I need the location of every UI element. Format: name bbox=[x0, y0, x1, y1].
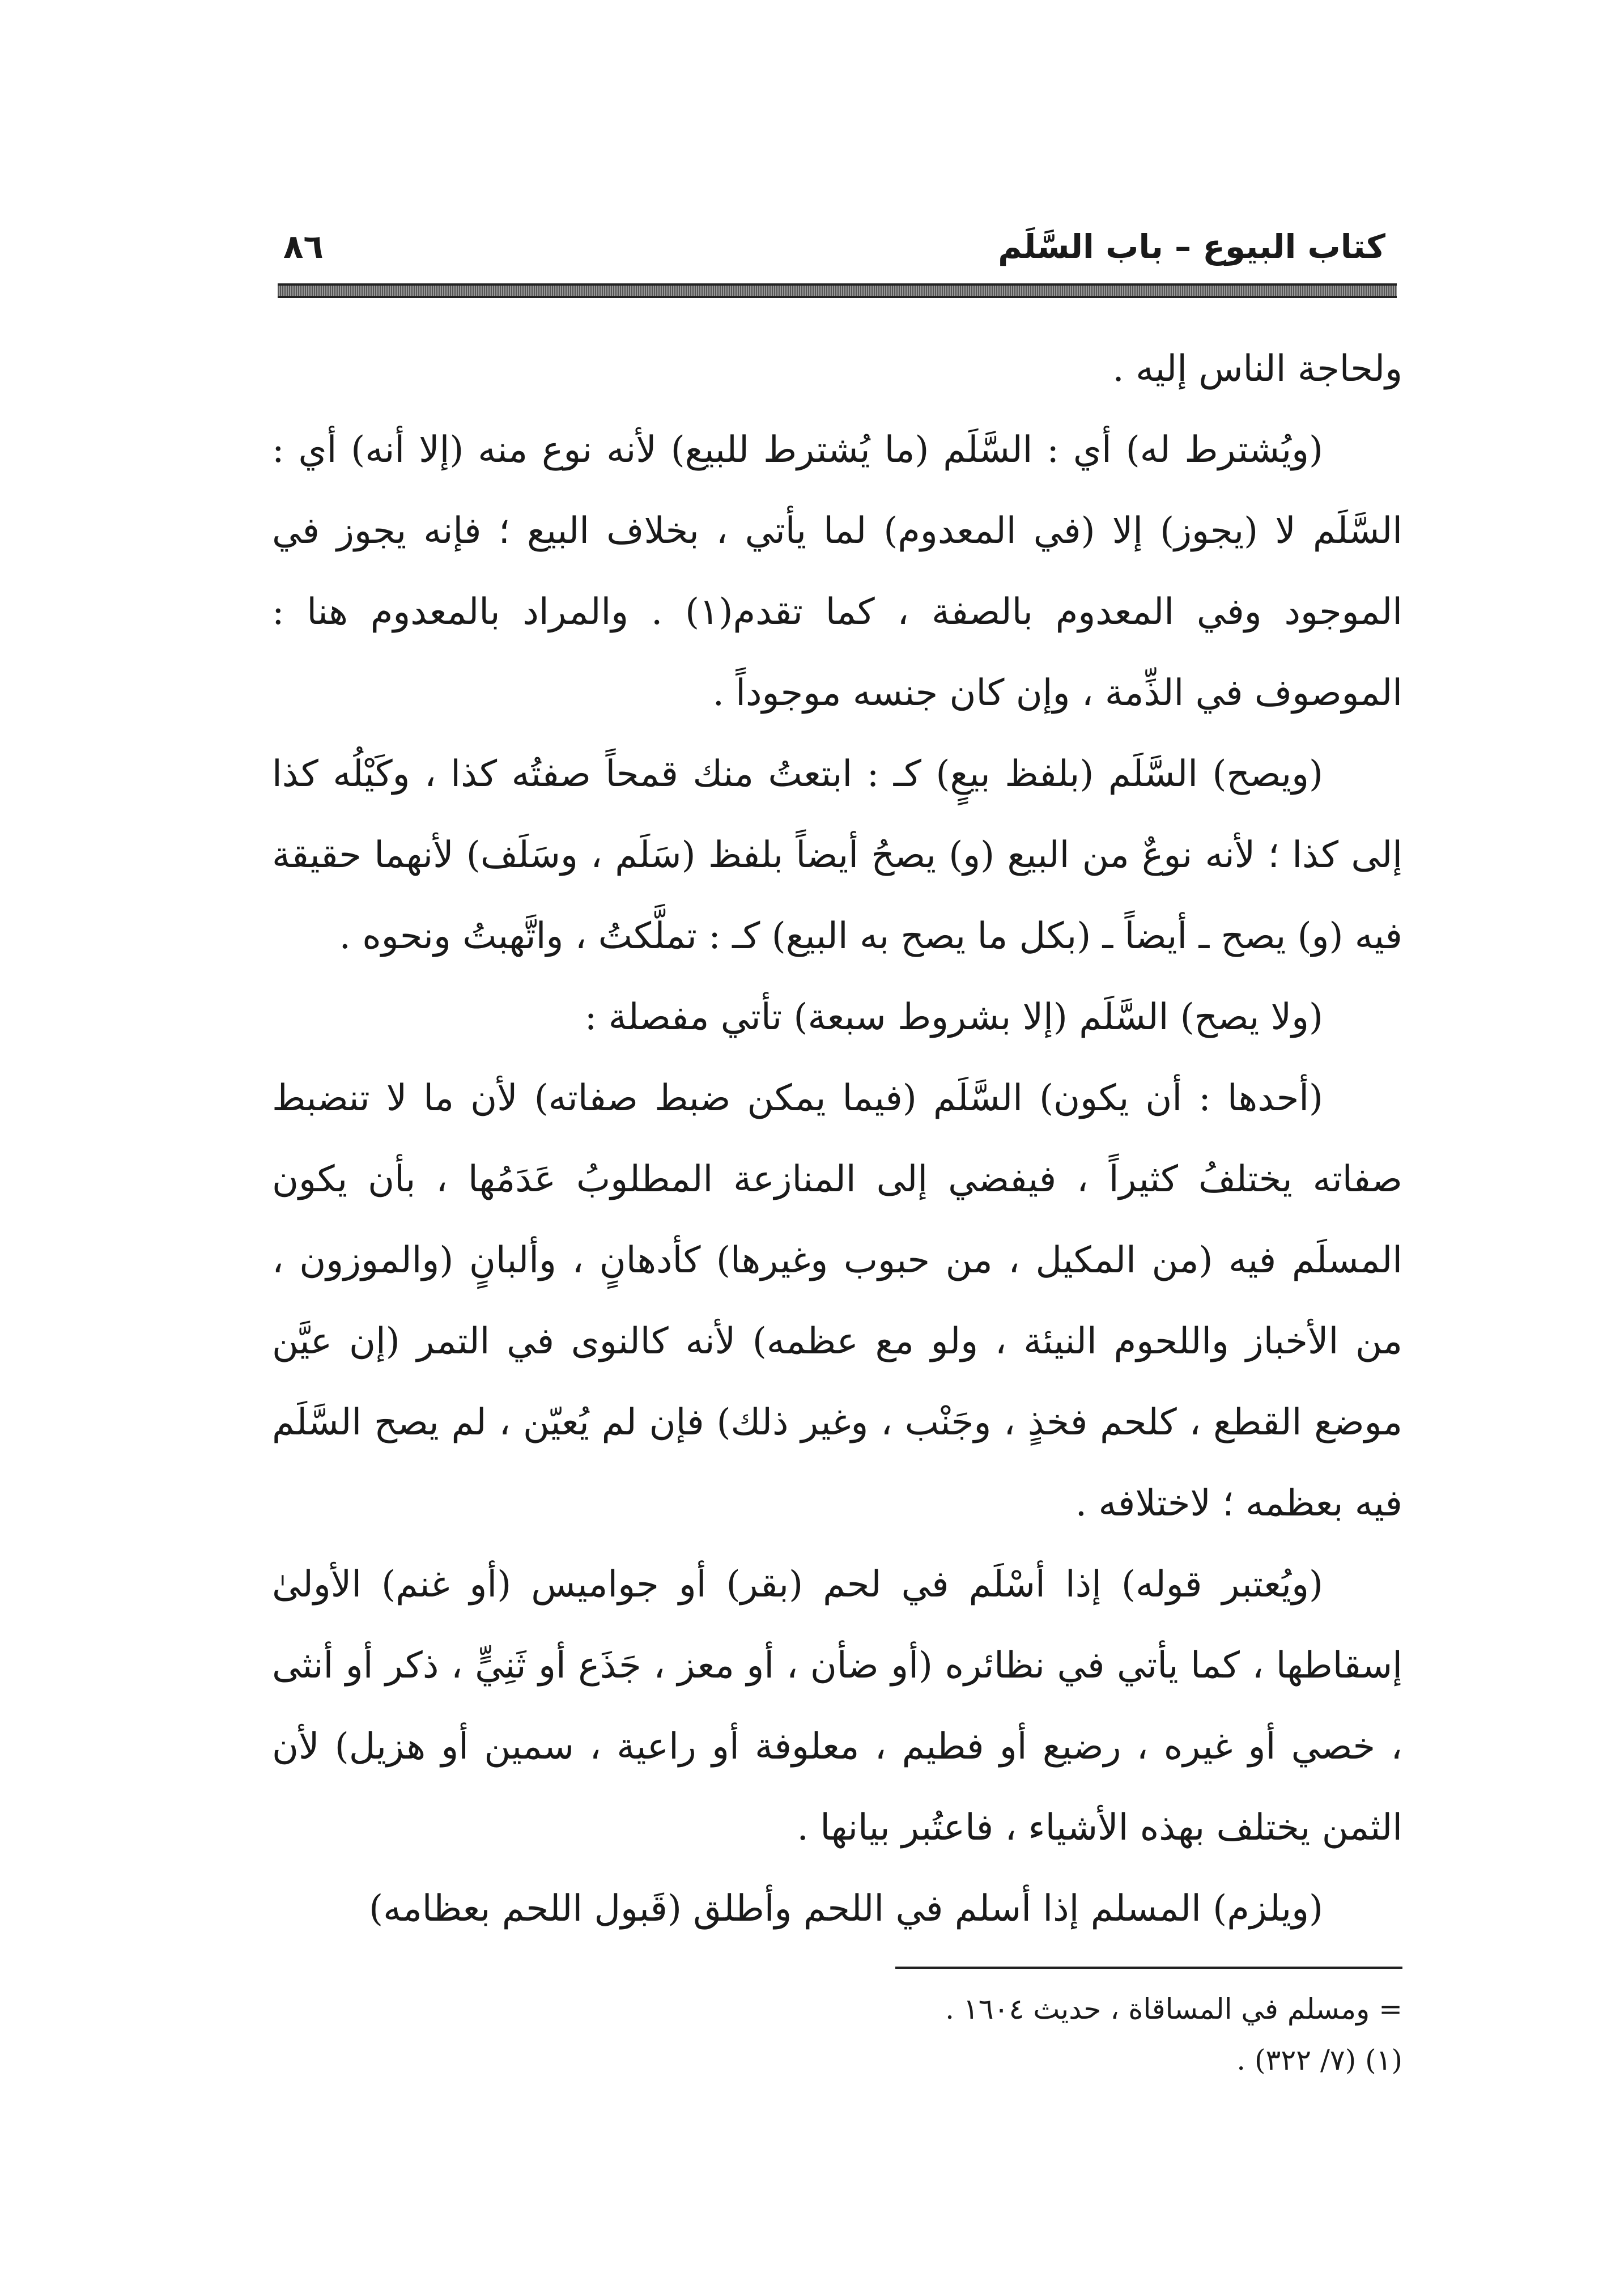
header-divider bbox=[278, 283, 1397, 298]
footnotes bbox=[850, 1984, 1402, 2086]
paragraph: (ولا يصح) السَّلَم (إلا بشروط سبعة) تأتي مفصلة : bbox=[584, 996, 1323, 1038]
paragraph: ولحاجة الناس إليه . bbox=[1112, 348, 1402, 390]
page-number: ٨٦ bbox=[283, 227, 324, 266]
running-title: كتاب البيوع – باب السَّلَم bbox=[998, 227, 1385, 266]
footnote-line: = ومسلم في المساقاة ، حديث ١٦٠٤ . bbox=[945, 1993, 1402, 2026]
paragraph: (ويلزم) المسلم إذا أسلم في اللحم وأطلق (قَبول اللحم بعظامه) bbox=[369, 1888, 1323, 1930]
paragraph: (ويُعتبر قوله) إذا أسْلَم في لحم (بقر) أو جواميس (أو غنم) الأولىٰ إسقاطها ، كما يأتي في نظائره (أو ضأن ، أو معز ، جَذَع أو ثَنِيٍّ ، ذكر أو أنثى ، خصي أو غيره ، رضيع أو فطيم ، معلوفة أو راعية ، سمين أو هزيل) لأن الثمن يختلف بهذه الأشياء ، فاعتُبر بيانها . bbox=[272, 1564, 1403, 1849]
footnote-line: (١) (٧/ ٣٢٢) . bbox=[1236, 2044, 1402, 2077]
paragraph: (ويصح) السَّلَم (بلفظ بيعٍ) كـ : ابتعتُ منك قمحاً صفتُه كذا ، وكَيْلُه كذا إلى كذا ؛ لأنه نوعٌ من البيع (و) يصحُ أيضاً بلفظ (سَلَم ، وسَلَف) لأنهما حقيقة فيه (و) يصح ـ أيضاً ـ (بكل ما يصح به البيع) كـ : تملَّكتُ ، واتَّهبتُ ونحوه . bbox=[272, 753, 1403, 957]
page-header bbox=[278, 224, 1397, 269]
main-text bbox=[272, 329, 1402, 1950]
paragraph: (ويُشترط له) أي : السَّلَم (ما يُشترط للبيع) لأنه نوع منه (إلا أنه) أي : السَّلَم لا (يجوز) إلا (في المعدوم) لما يأتي ، بخلاف البيع ؛ فإنه يجوز في الموجود وفي المعدوم بالصفة ، كما تقدم(١) . والمراد بالمعدوم هنا : الموصوف في الذِّمة ، وإن كان جنسه موجوداً . bbox=[272, 429, 1403, 714]
paragraph: (أحدها : أن يكون) السَّلَم (فيما يمكن ضبط صفاته) لأن ما لا تنضبط صفاته يختلفُ كثيراً ، فيفضي إلى المنازعة المطلوبُ عَدَمُها ، بأن يكون المسلَم فيه (من المكيل ، من حبوب وغيرها) كأدهانٍ ، وألبانٍ (والموزون ، من الأخباز واللحوم النيئة ، ولو مع عظمه) لأنه كالنوى في التمر (إن عيَّن موضع القطع ، كلحم فخذٍ ، وجَنْب ، وغير ذلك) فإن لم يُعيّن ، لم يصح السَّلَم فيه بعظمه ؛ لاختلافه . bbox=[272, 1077, 1403, 1525]
footnote-divider bbox=[895, 1967, 1402, 1969]
